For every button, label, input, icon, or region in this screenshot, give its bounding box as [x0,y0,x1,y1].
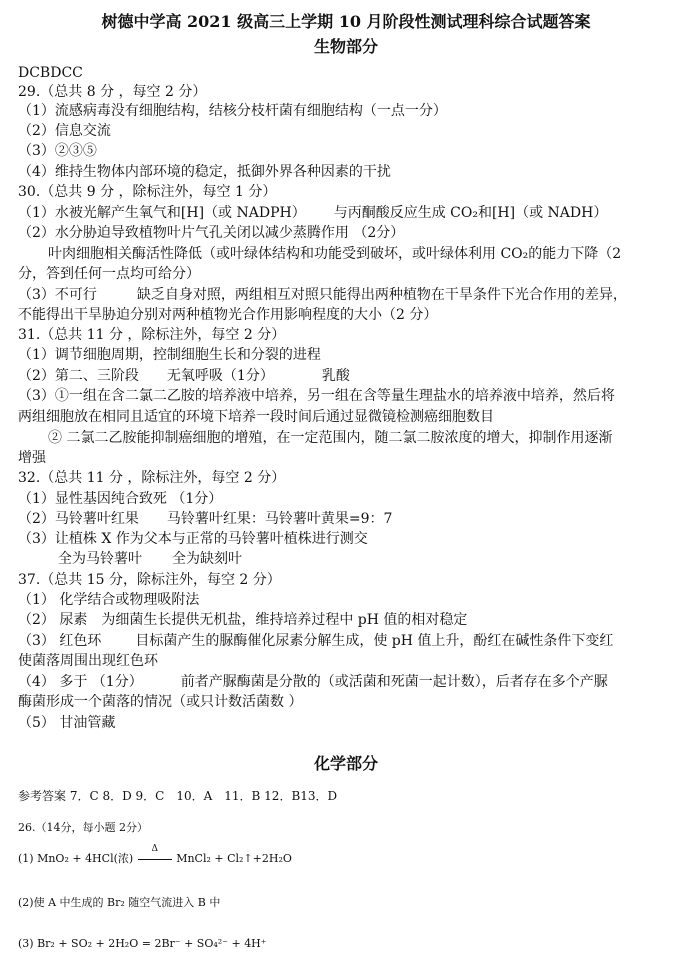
q30-answer-1a: （1）水被光解产生氧气和[H]（或 NADPH） [18,205,306,221]
q31-answer-3a: （3）①一组在含二氯二乙胺的培养液中培养，另一组在含等量生理盐水的培养液中培养，然后将 [18,388,615,404]
q26-equation-reactants: (1) MnO₂ + 4HCl(浓) [18,852,134,865]
q26-answer-3: (3) Br₂ + SO₂ + 2H₂O = 2Br⁻ + SO₄²⁻ + 4H⁺ [18,937,267,950]
q37-heading: 37.（总共 15 分，除标注外，每空 2 分） [18,572,281,588]
q30-answer-3a: （3）不可行 [18,287,97,303]
q29-answer-2: （2）信息交流 [18,123,111,139]
q32-answer-3a: （3）让植株 X 作为父本与正常的马铃薯叶植株进行测交 [18,531,368,547]
q32-answer-3b: 全为马铃薯叶 [58,551,142,567]
q37-answer-3b: 目标菌产生的脲酶催化尿素分解生成，使 pH 值上升，酚红在碱性条件下变红 [135,633,614,649]
q37-answer-4a: （4） 多于 （1分） [18,674,143,690]
heat-symbol: Δ [151,844,158,854]
q26-equation-products: MnCl₂ + Cl₂↑+2H₂O [176,852,292,865]
q31-answer-3c: ② 二氯二乙胺能抑制癌细胞的增殖，在一定范围内，随二氯二胺浓度的增大，抑制作用逐渐 [48,430,613,446]
chemistry-section-title: 化学部分 [313,754,378,773]
q30-answer-1b: 与丙酮酸反应生成 CO₂和[H]（或 NADH） [333,205,608,221]
q37-answer-4b: 前者产脲酶菌是分散的（或活菌和死菌一起计数），后者存在多个产脲 [180,674,608,690]
q29-heading: 29.（总共 8 分 ，每空 2 分） [18,84,207,100]
q30-answer-2b: 叶肉细胞相关酶活性降低（或叶绿体结构和功能受到破坏，或叶绿体利用 CO₂的能力下降（2 [48,246,622,262]
q32-heading: 32.（总共 11 分 ，除标注外，每空 2 分） [18,470,286,486]
q31-answer-2c: 乳酸 [321,368,350,384]
q32-answer-2a: （2）马铃薯叶红果 [18,511,139,527]
q31-answer-3b: 两组细胞放在相同且适宜的环境下培养一段时间后通过显微镜检测癌细胞数目 [18,409,494,425]
q37-answer-4c: 酶菌形成一个菌落的情况（或只计数活菌数 ） [18,694,303,710]
q37-answer-3a: （3） 红色环 [18,633,102,649]
q26-heading: 26.（14分，每小题 2分） [18,821,148,834]
q31-answer-2 [18,367,684,386]
q30-answer-3 [18,286,684,305]
q32-answer-2b: 马铃薯叶红果：马铃薯叶黄果=9：7 [166,511,393,527]
q30-answer-3b: 缺乏自身对照，两组相互对照只能得出两种植物在干旱条件下光合作用的差异， [136,287,627,303]
q31-answer-2a: （2）第二、三阶段 [18,368,139,384]
q29-answer-4: （4）维持生物体内部环境的稳定，抵御外界各种因素的干扰 [18,164,391,180]
q30-answer-2a: （2）水分胁迫导致植物叶片气孔关闭以减少蒸腾作用 （2分） [18,225,405,241]
q31-heading: 31.（总共 11 分 ，除标注外，每空 2 分） [18,327,286,343]
q32-answer-3c: 全为缺刻叶 [172,551,242,567]
q37-answer-3c: 使菌落周围出现红色环 [18,653,158,669]
q30-heading: 30.（总共 9 分 ，除标注外，每空 1 分） [18,184,277,200]
q31-answer-1: （1）调节细胞周期，控制细胞生长和分裂的进程 [18,347,321,363]
q30-answer-3c: 不能得出干旱胁迫分别对两种植物光合作用影响程度的大小（2 分） [18,307,438,323]
q26-answer-1 [18,844,684,867]
q30-answer-2c: 分，答到任何一点均可给分） [18,266,200,282]
q37-answer-4 [18,673,684,692]
q30-answer-1 [18,204,684,223]
biology-section-title: 生物部分 [313,37,378,56]
q26-answer-2: (2)使 A 中生成的 Br₂ 随空气流进入 B 中 [18,896,221,909]
document-title: 树德中学高 2021 级高三上学期 10 月阶段性测试理科综合试题答案 [101,12,591,31]
biology-choice-answers: DCBDCC [18,65,83,81]
q37-answer-2 [18,611,684,630]
q37-answer-2b: 为细菌生长提供无机盐，维持培养过程中 pH 值的相对稳定 [101,612,468,628]
q31-answer-2b: 无氧呼吸（1分） [166,368,274,384]
q29-answer-1: （1）流感病毒没有细胞结构，结核分枝杆菌有细胞结构（一点一分） [18,103,447,119]
q37-answer-5: （5） 甘油管藏 [18,715,116,731]
q37-answer-2a: （2） 尿素 [18,612,88,628]
q31-answer-3d: 增强 [18,450,46,466]
chemistry-choice-answers: 参考答案 7．C 8．D 9．C 10．A 11．B 12．B13．D [18,789,338,803]
q29-answer-3: （3）②③⑤ [18,143,97,159]
q37-answer-1: （1） 化学结合或物理吸附法 [18,592,200,608]
heating-condition-arrow [137,844,173,867]
q37-answer-3 [18,632,684,651]
q32-answer-1: （1）显性基因纯合致死 （1分） [18,491,223,507]
q32-answer-3 [58,550,684,569]
q32-answer-2 [18,510,684,529]
